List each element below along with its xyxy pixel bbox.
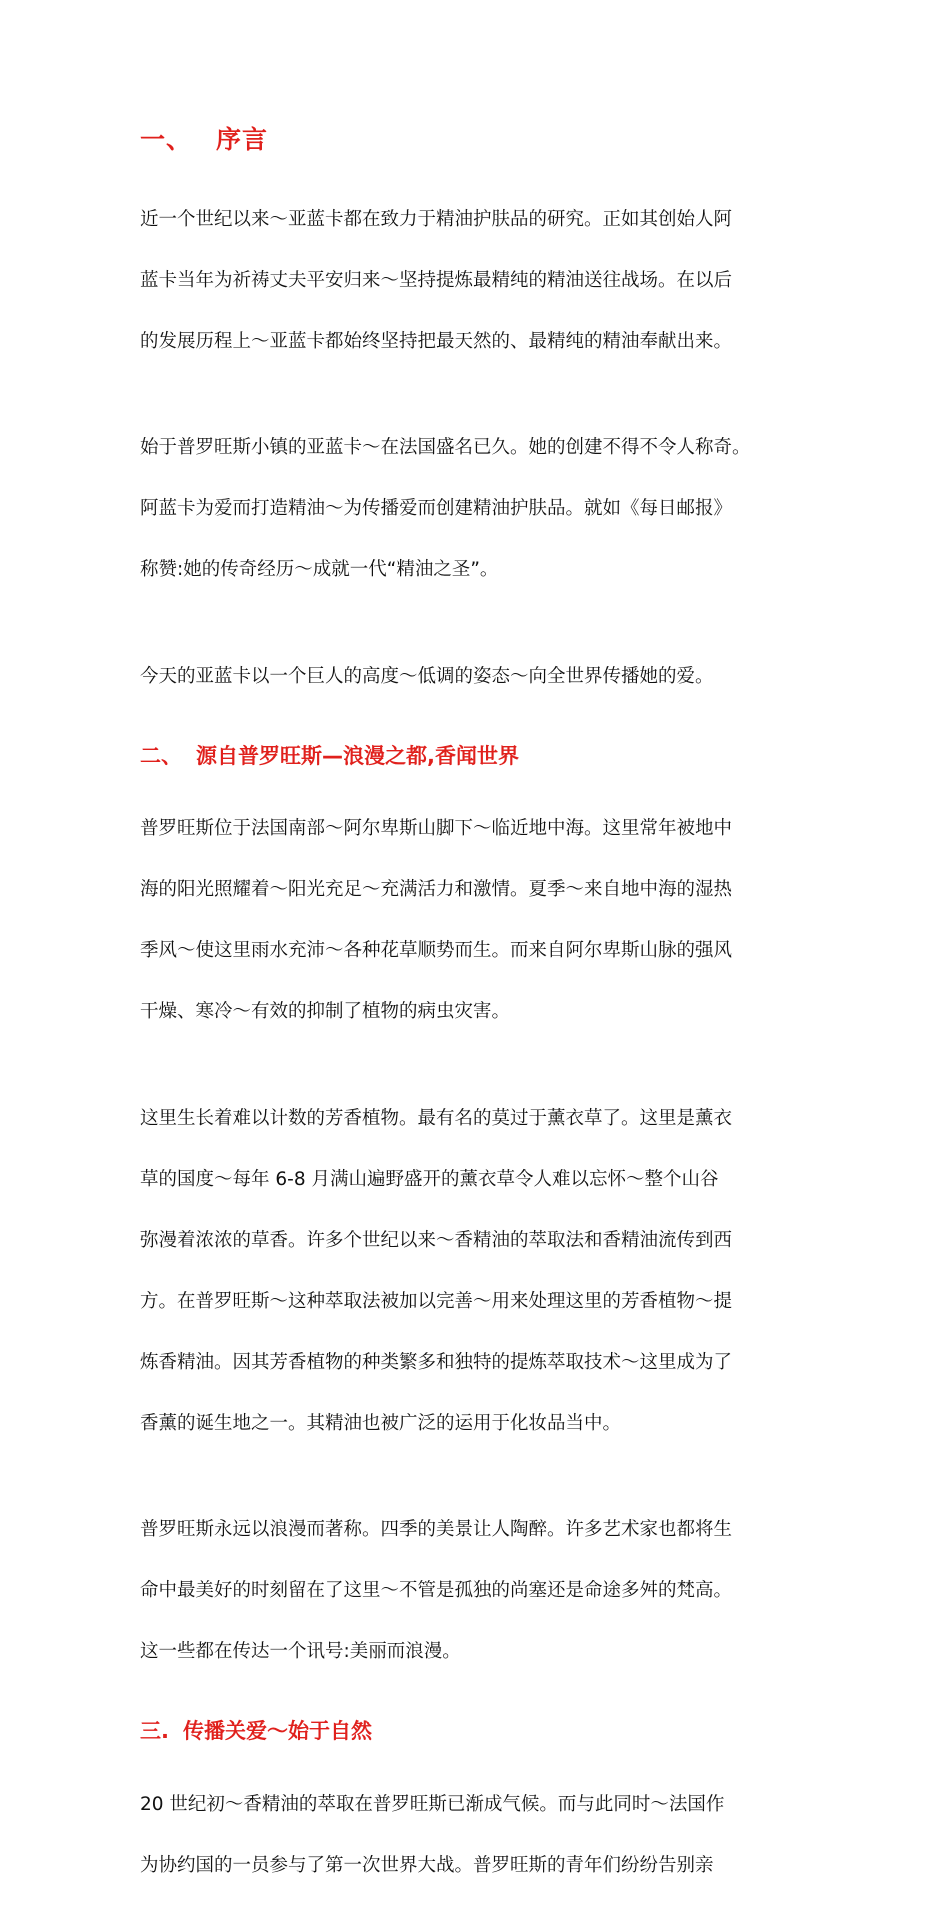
text-line: 季风～使这里雨水充沛～各种花草顺势而生。而来自阿尔卑斯山脉的强风: [140, 940, 733, 961]
text-line: 为协约国的一员参与了第一次世界大战。普罗旺斯的青年们纷纷告别亲: [140, 1854, 714, 1876]
section-heading-3: [140, 1713, 830, 1749]
text-line: 炼香精油。因其芳香植物的种类繁多和独特的提炼萃取技术～这里成为了: [140, 1351, 733, 1373]
section-number: 三.: [140, 1719, 169, 1743]
text-line: 蓝卡当年为祈祷丈夫平安归来～坚持提炼最精纯的精油送往战场。在以后: [140, 269, 733, 291]
text-line: 普罗旺斯位于法国南部～阿尔卑斯山脚下～临近地中海。这里常年被地中: [140, 818, 733, 839]
paragraph: [140, 1073, 830, 1470]
section-title: 序言: [216, 125, 269, 154]
text-line: 今天的亚蓝卡以一个巨人的高度～低调的姿态～向全世界传播她的爱。: [140, 665, 714, 687]
paragraph: [140, 631, 830, 723]
paragraph: [140, 1759, 830, 1912]
section-heading-2: [140, 738, 830, 774]
text-line: 始于普罗旺斯小镇的亚蓝卡～在法国盛名已久。她的创建不得不令人称奇。: [140, 437, 751, 458]
text-line: 阿蓝卡为爱而打造精油～为传播爱而创建精油护肤品。就如《每日邮报》: [140, 498, 733, 519]
text-line: 香薰的诞生地之一。其精油也被广泛的运用于化妆品当中。: [140, 1412, 622, 1434]
text-line: 干燥、寒冷～有效的抑制了植物的病虫灾害。: [140, 1001, 511, 1022]
text-line: 海的阳光照耀着～阳光充足～充满活力和激情。夏季～来自地中海的湿热: [140, 879, 733, 900]
section-heading-1: [140, 120, 830, 160]
text-line: 称赞:她的传奇经历～成就一代“精油之圣”。: [140, 559, 499, 580]
document-content: [140, 118, 830, 1927]
text-line: 20 世纪初～香精油的萃取在普罗旺斯已渐成气候。而与此同时～法国作: [140, 1793, 725, 1815]
text-line: 的发展历程上～亚蓝卡都始终坚持把最天然的、最精纯的精油奉献出来。: [140, 330, 733, 352]
section-number: 二、: [140, 743, 182, 768]
text-line: 草的国度～每年 6-8 月满山遍野盛开的薰衣草令人难以忘怀～整个山谷: [140, 1168, 719, 1190]
paragraph: [140, 784, 830, 1059]
paragraph: [140, 174, 830, 388]
text-line: 普罗旺斯永远以浪漫而著称。四季的美景让人陶醉。许多艺术家也都将生: [140, 1519, 733, 1540]
section-number: 一、: [140, 125, 193, 154]
text-line: 弥漫着浓浓的草香。许多个世纪以来～香精油的萃取法和香精油流传到西: [140, 1229, 733, 1251]
section-title: 传播关爱～始于自然: [182, 1719, 372, 1743]
paragraph: [140, 403, 830, 617]
text-line: 命中最美好的时刻留在了这里～不管是孤独的尚塞还是命途多舛的梵高。: [140, 1580, 733, 1601]
text-line: 这一些都在传达一个讯号:美丽而浪漫。: [140, 1641, 461, 1662]
text-line: 方。在普罗旺斯～这种萃取法被加以完善～用来处理这里的芳香植物～提: [140, 1290, 733, 1312]
paragraph: [140, 1485, 830, 1699]
text-line: 近一个世纪以来～亚蓝卡都在致力于精油护肤品的研究。正如其创始人阿: [140, 208, 733, 230]
section-title: 源自普罗旺斯—浪漫之都,香闻世界: [196, 743, 519, 768]
text-line: 这里生长着难以计数的芳香植物。最有名的莫过于薰衣草了。这里是薰衣: [140, 1107, 733, 1129]
